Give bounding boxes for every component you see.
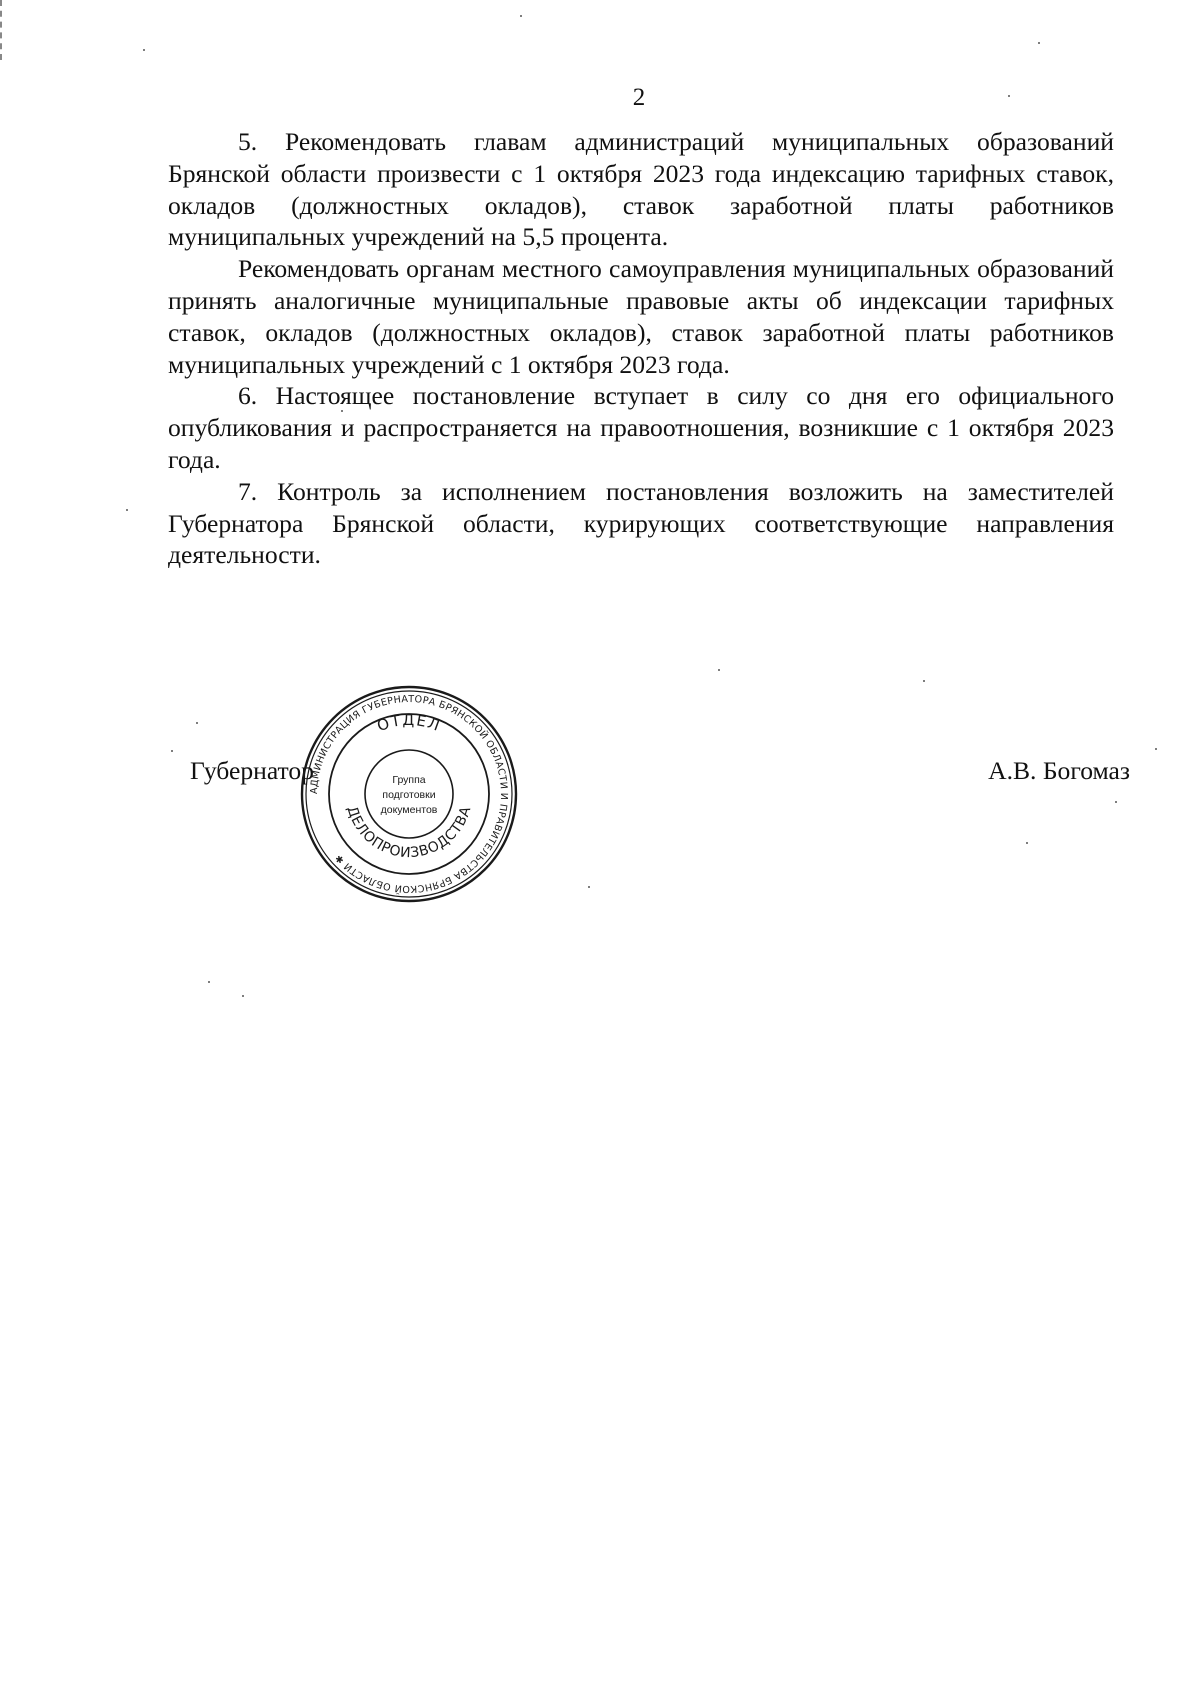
scan-speck [718, 669, 720, 671]
scan-speck [520, 15, 522, 17]
scan-speck [923, 680, 925, 682]
scan-speck [588, 886, 590, 888]
scan-speck [1026, 842, 1028, 844]
paragraph-item-7: 7. Контроль за исполнением постановления возложить на заместителей Губернатора Брянской области, курирующих соответствующие направления деятельности. [168, 476, 1114, 570]
scan-speck [1155, 748, 1157, 750]
scan-edge-artifact [0, 0, 4, 60]
scan-speck [171, 750, 173, 752]
signatory-title: Губернатор [190, 756, 314, 785]
scan-speck [1038, 42, 1040, 44]
seal-outer-text: АДМИНИСТРАЦИЯ ГУБЕРНАТОРА БРЯНСКОЙ ОБЛАСТИ И ПРАВИТЕЛЬСТВА БРЯНСКОЙ ОБЛАСТИ ✱ [308, 693, 510, 895]
seal-center-line-3: документов [380, 804, 438, 816]
document-body [168, 126, 1114, 571]
seal-inner-top-text: ОТДЕЛ [374, 710, 444, 736]
signatory-name: А.В. Богомаз [988, 756, 1130, 785]
scan-speck [196, 722, 198, 724]
scan-speck [143, 49, 145, 51]
seal-center-line-1: Группа [392, 774, 426, 786]
paragraph-item-5-recommendation: Рекомендовать органам местного самоуправления муниципальных образований принять аналогичные муниципальные правовые акты об индексации тарифных ставок, окладов (должностных окладов), ставок заработной платы работников муниципальных учреждений с 1 октября 2023 года. [168, 254, 1114, 379]
page-number: 2 [632, 84, 646, 111]
scan-speck [126, 509, 128, 511]
scan-speck [208, 981, 210, 983]
seal-center-line-2: подготовки [382, 789, 436, 801]
scan-speck [242, 995, 244, 997]
department-seal-stamp [298, 683, 520, 905]
paragraph-item-5: 5. Рекомендовать главам администраций муниципальных образований Брянской области произвести с 1 октября 2023 года индексацию тарифных ставок, окладов (должностных окладов), ставок заработной платы работников муниципальных учреждений на 5,5 процента. [168, 127, 1114, 252]
paragraph-item-6: 6. Настоящее постановление вступает в силу со дня его официального опубликования и распространяется на правоотношения, возникшие с 1 октября 2023 года. [168, 381, 1114, 474]
scan-speck [1115, 801, 1117, 803]
seal-inner-bottom-text: ДЕЛОПРОИЗВОДСТВА [343, 804, 475, 862]
